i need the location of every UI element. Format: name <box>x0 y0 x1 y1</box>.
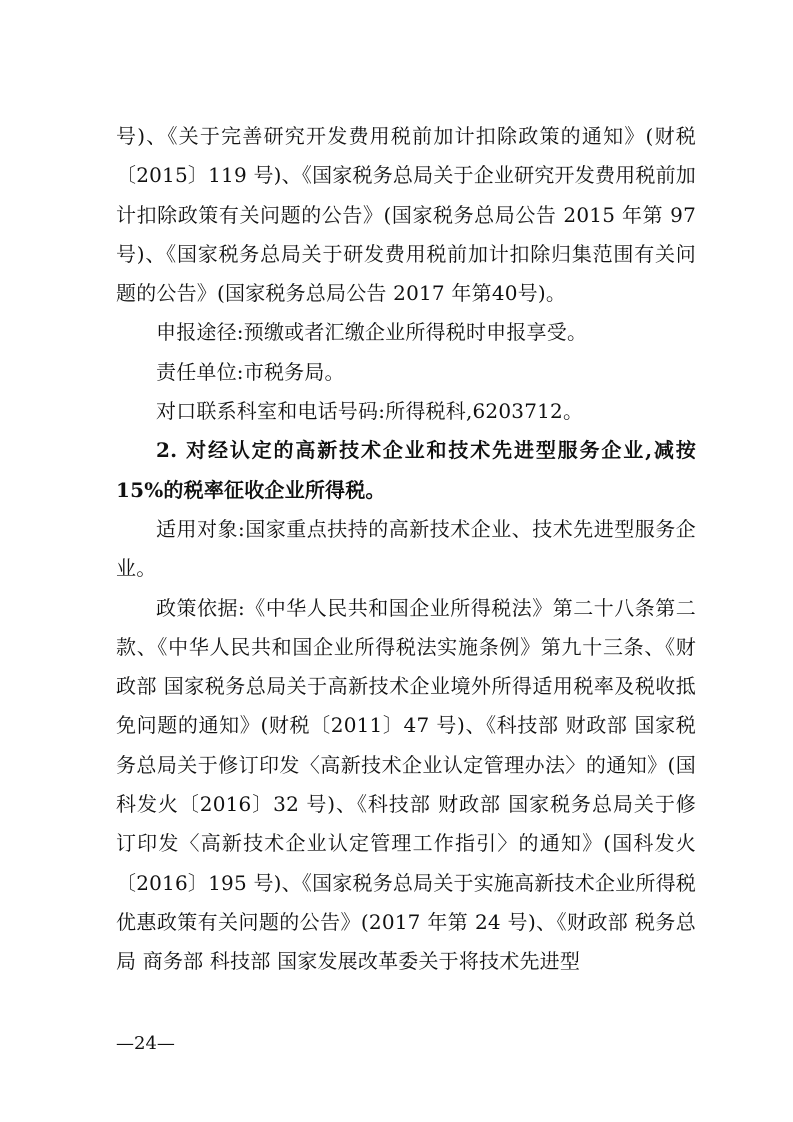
paragraph-policy-basis: 政策依据:《中华人民共和国企业所得税法》第二十八条第二款、《中华人民共和国企业所得税法实施条例》第九十三条、《财政部 国家税务总局关于高新技术企业境外所得适用税率及税收抵免问题的通知》(财税〔2011〕47 号)、《科技部 财政部 国家税务总局关于修订印发〈高新技术企业认定管理办法〉的通知》(国科发火〔2016〕32 号)、《科技部 财政部 国家税务总局关于修订印发〈高新技术企业认定管理工作指引〉的通知》(国科发火〔2016〕195 号)、《国家税务总局关于实施高新技术企业所得税优惠政策有关问题的公告》(2017 年第 24 号)、《财政部 税务总局 商务部 科技部 国家发展改革委关于将技术先进型 <box>116 595 696 974</box>
section-heading-high-tech: 2. 对经认定的高新技术企业和技术先进型服务企业,减按15%的税率征收企业所得税。 <box>116 438 696 502</box>
page-number: —24— <box>116 1033 175 1054</box>
paragraph-applicable-objects: 适用对象:国家重点扶持的高新技术企业、技术先进型服务企业。 <box>116 516 696 581</box>
document-body <box>116 117 696 982</box>
paragraph-contact: 对口联系科室和电话号码:所得税科,6203712。 <box>156 399 584 424</box>
paragraph-filing-channel: 申报途径:预缴或者汇缴企业所得税时申报享受。 <box>156 320 588 345</box>
paragraph-responsible-unit: 责任单位:市税务局。 <box>156 359 345 384</box>
paragraph-policy-basis-continued: 号)、《关于完善研究开发费用税前加计扣除政策的通知》(财税〔2015〕119 号)、《国家税务总局关于企业研究开发费用税前加计扣除政策有关问题的公告》(国家税务总局公告 2015 年第 97 号)、《国家税务总局关于研发费用税前加计扣除归集范围有关问题的公告》(国家税务总局公告 2017 年第40号)。 <box>116 124 696 306</box>
